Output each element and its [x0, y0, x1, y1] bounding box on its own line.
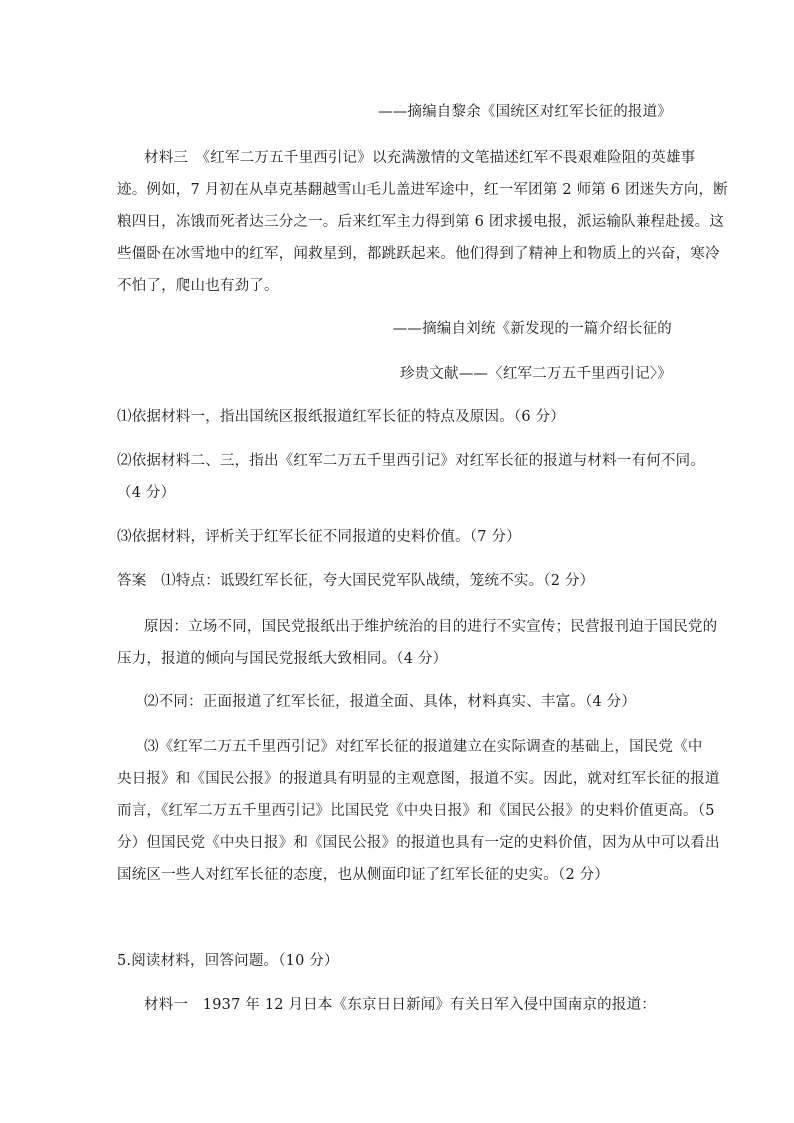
answer-reason-line-1: 原因：立场不同，国民党报纸出于维护统治的目的进行不实宣传；民营报刊迫于国民党的: [144, 619, 718, 635]
question-2-line-2: （4 分）: [117, 485, 176, 501]
material-3-line-1: 材料三 《红军二万五千里西引记》以充满激情的文笔描述红军不畏艰难险阻的英雄事: [144, 150, 696, 166]
material-3-line-5: 不怕了，爬山也有劲了。: [117, 278, 279, 294]
material-3-line-4: 些僵卧在冰雪地中的红军，闻救星到，都跳跃起来。他们得到了精神上和物质上的兴奋，寒冷: [117, 246, 720, 262]
material-3-line-2: 迹。例如，7 月初在从卓克基翻越雪山毛儿盖进军途中，红一军团第 2 师第 6 团迷失方向，断: [117, 182, 728, 198]
answer-3-line-5: 国统区一些人对红军长征的态度，也从侧面印证了红军长征的史实。（2 分）: [117, 867, 610, 883]
answer-2: ⑵不同：正面报道了红军长征，报道全面、具体，材料真实、丰富。（4 分）: [144, 694, 637, 710]
answer-reason-line-2: 压力，报道的倾向与国民党报纸大致相同。（4 分）: [117, 651, 448, 667]
question-5-title: 5.阅读材料，回答问题。（10 分）: [117, 953, 339, 969]
answer-1: 答案 ⑴特点：诋毁红军长征，夸大国民党军队战绩，笼统不实。（2 分）: [117, 573, 595, 589]
answer-3-line-2: 央日报》和《国民公报》的报道具有明显的主观意图，报道不实。因此，就对红军长征的报道: [117, 771, 720, 787]
question-1: ⑴依据材料一，指出国统区报纸报道红军长征的特点及原因。（6 分）: [117, 409, 565, 425]
answer-3-line-1: ⑶《红军二万五千里西引记》对红军长征的报道建立在实际调查的基础上，国民党《中: [144, 739, 703, 755]
source-citation-1: ——摘编自黎余《国统区对红军长征的报道》: [378, 104, 672, 120]
source-citation-2-line-1: ——摘编自刘统《新发现的一篇介绍长征的: [392, 321, 672, 337]
answer-3-line-3: 而言，《红军二万五千里西引记》比国民党《中央日报》和《国民公报》的史料价值更高。（5: [117, 803, 715, 819]
answer-3-line-4: 分）但国民党《中央日报》和《国民公报》的报道也具有一定的史料价值，因为从中可以看出: [117, 835, 720, 851]
question-5-material-1: 材料一 1937 年 12 月日本《东京日日新闻》有关日军入侵中国南京的报道：: [144, 997, 656, 1013]
question-2-line-1: ⑵依据材料二、三，指出《红军二万五千里西引记》对红军长征的报道与材料一有何不同。: [117, 453, 705, 469]
question-3: ⑶依据材料，评析关于红军长征不同报道的史料价值。（7 分）: [117, 529, 521, 545]
source-citation-2-line-2: 珍贵文献——〈红军二万五千里西引记〉》: [399, 366, 672, 382]
material-3-line-3: 粮四日，冻饿而死者达三分之一。后来红军主力得到第 6 团求援电报，派运输队兼程赴援。这: [117, 214, 725, 230]
